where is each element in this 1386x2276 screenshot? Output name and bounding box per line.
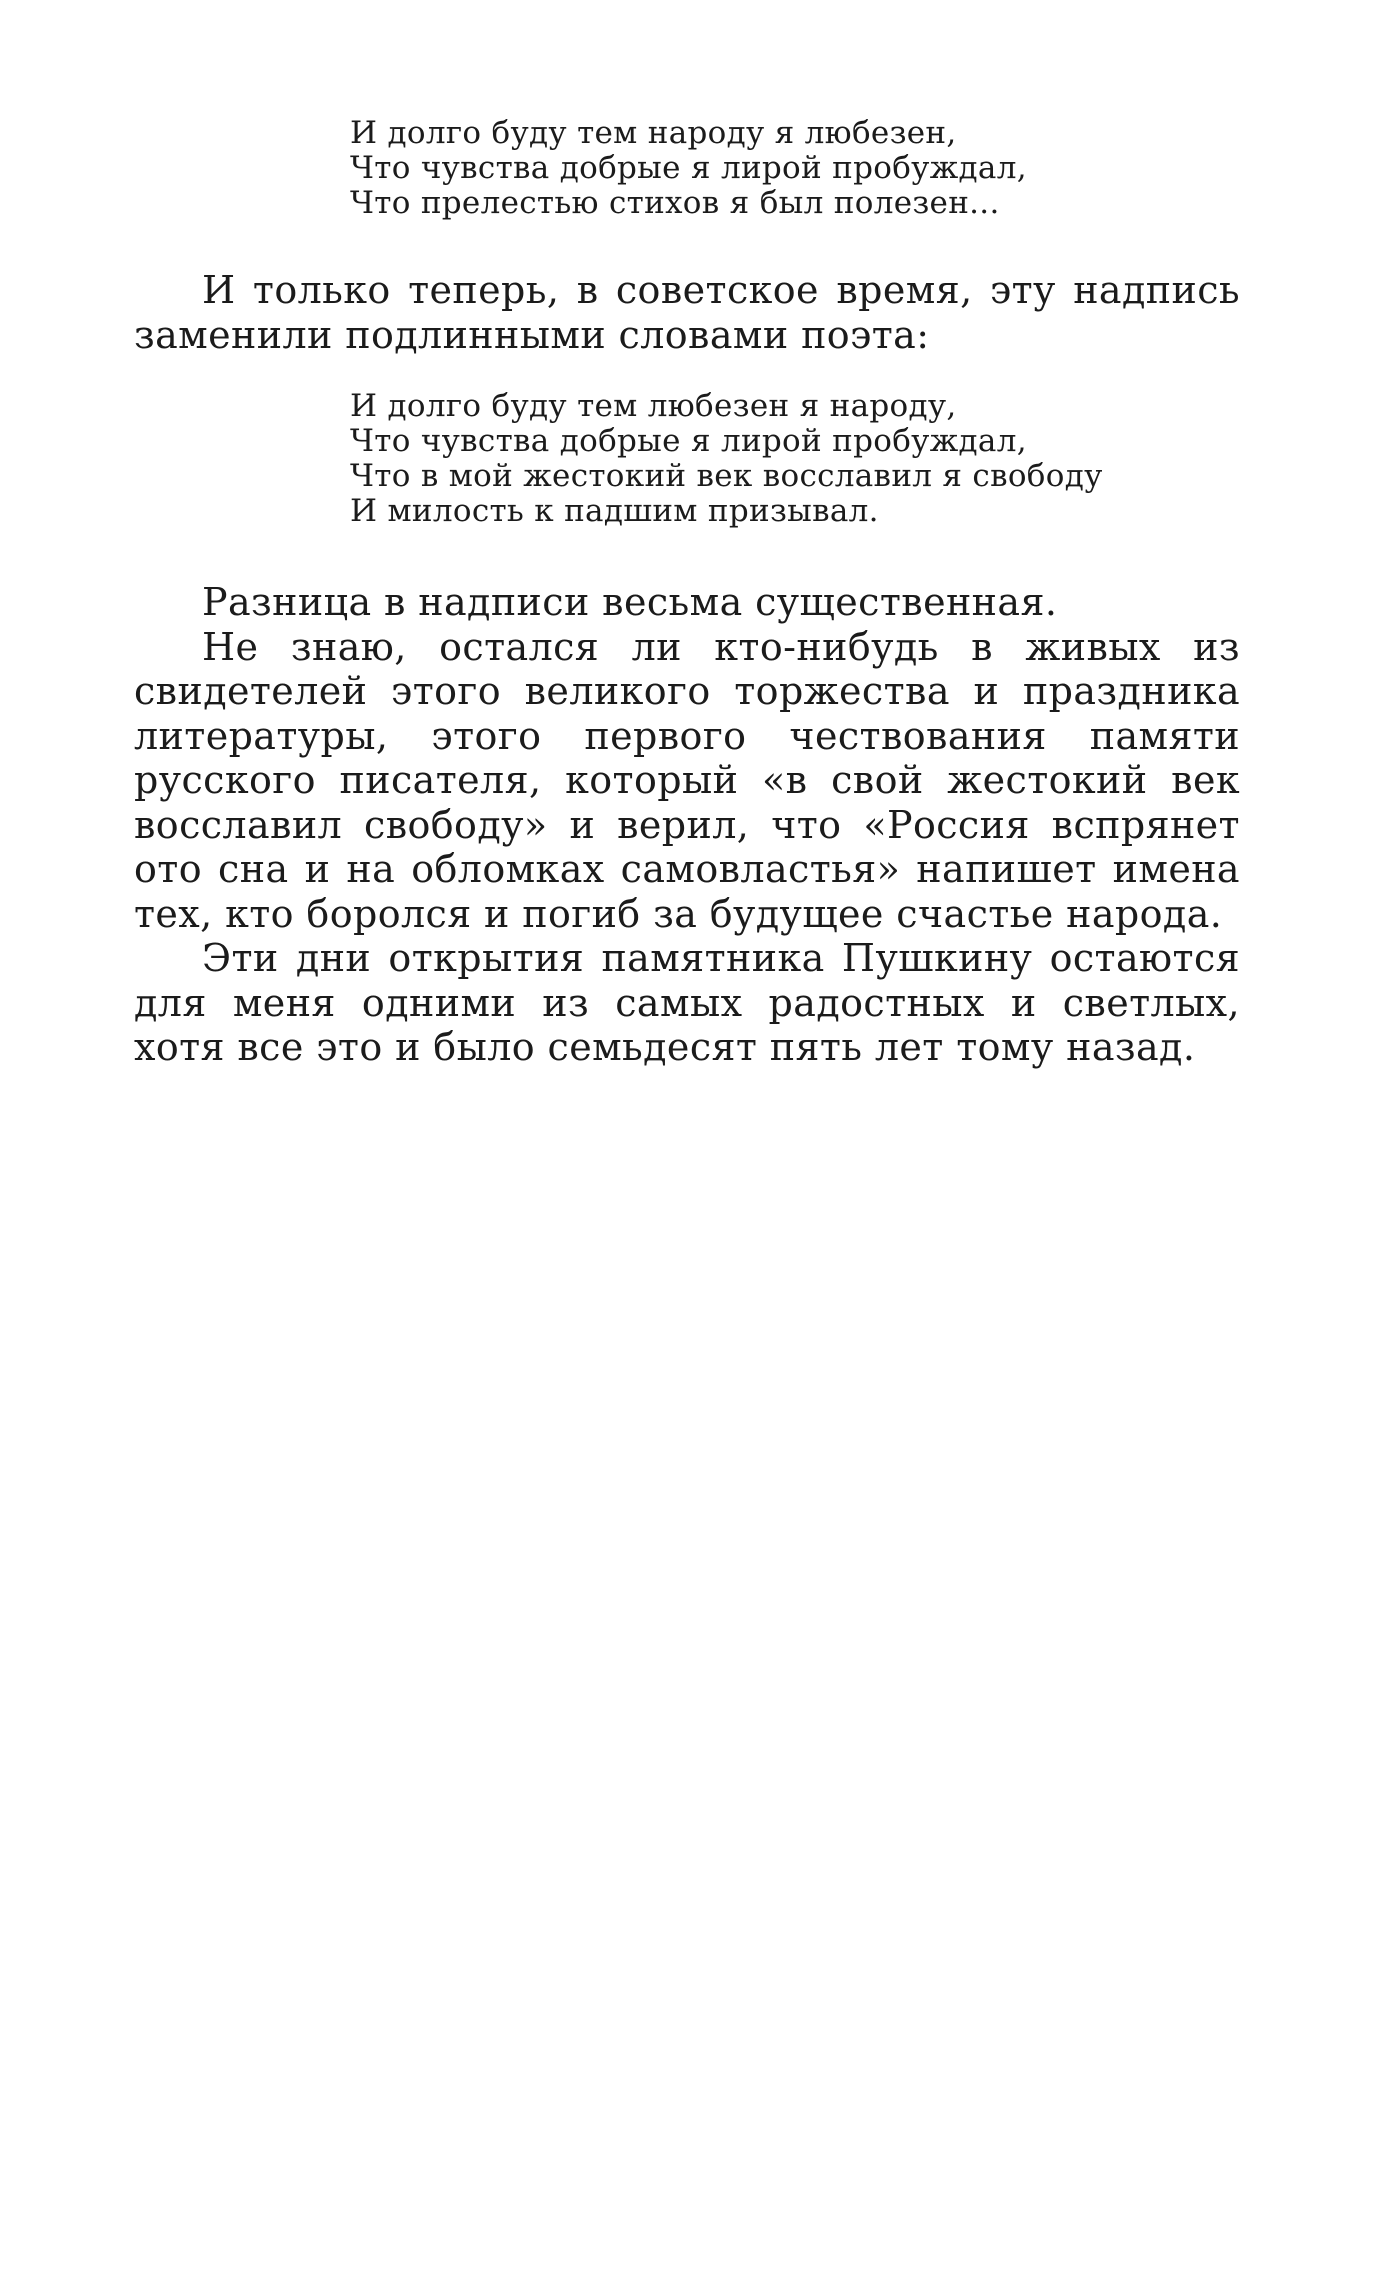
verse-line: Что в мой жестокий век восславил я свободу (350, 458, 1103, 494)
paragraph-text: Не знаю, остался ли кто-нибудь в живых из свидетелей этого великого торжества и праздника литературы, этого первого чествования памяти русского писателя, который «в свой жестокий век восславил свободу» и верил, что «Россия вспрянет ото сна и на обломках самовластья» напишет имена тех, кто боролся и погиб за будущее счастье народа. (134, 624, 1240, 936)
verse-line: Что прелестью стихов я был полезен... (350, 185, 1000, 221)
verse-quote-authentic (350, 389, 1250, 529)
verse-line: И долго буду тем народу я любезен, (350, 115, 957, 151)
body-text (134, 580, 1240, 1070)
verse-line: И долго буду тем любезен я народу, (350, 388, 957, 424)
paragraph-text: Разница в надписи весьма существенная. (202, 580, 1058, 624)
paragraph-intro (134, 268, 1240, 357)
paragraph-text: И только теперь, в советское время, эту надпись заменили подлинными словами поэта: (134, 268, 1240, 357)
paragraph-text: Эти дни открытия памятника Пушкину остаются для меня одними из самых радостных и светлых, хотя все это и было семьдесят пять лет тому назад. (134, 936, 1240, 1069)
verse-line: Что чувства добрые я лирой пробуждал, (350, 150, 1027, 186)
verse-line: Что чувства добрые я лирой пробуждал, (350, 423, 1027, 459)
verse-line: И милость к падшим призывал. (350, 493, 879, 529)
verse-quote-original (350, 116, 1250, 221)
